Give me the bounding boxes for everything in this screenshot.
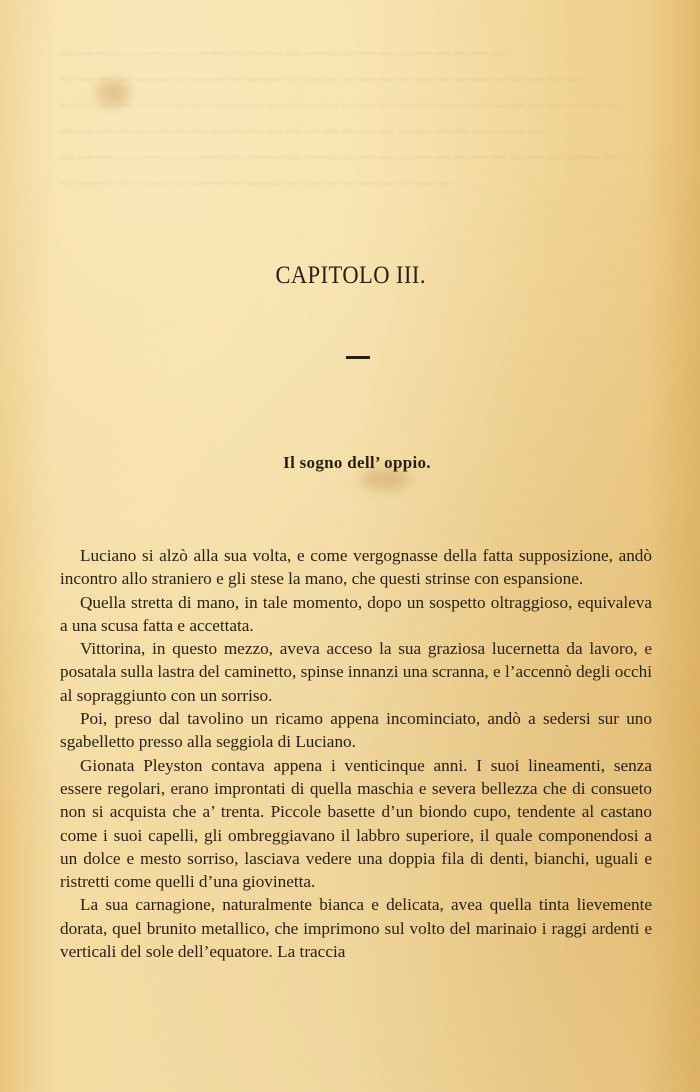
paragraph: Quella stretta di mano, in tale momento, dopo un sospetto oltraggioso, equivaleva a una scusa fatta e accettata. (60, 592, 652, 635)
show-through-text: — — — — — — — — — — — — — — — — — — — — — — — — — — — — — — — — — — — — — — — — — — — — — — — — — — — — — — — — — — — — — — — — — — — — — — — — — — — — — — — — — — — — — — — — — — — — — — — — — — — — — — — — — — — — — — — — — — — — — — — — — — — — — — — — — — — — — — — — — — — — — — — — — — — — — — — — — — — — — — — (60, 45, 619, 191)
title-rule (346, 356, 370, 359)
paragraph: Poi, preso dal tavolino un ricamo appena incominciato, andò a sedersi sur uno sgabelletto presso alla seggiola di Luciano. (60, 709, 652, 752)
paragraph: Gionata Pleyston contava appena i venticinque anni. I suoi lineamenti, senza essere regolari, erano improntati di quella maschia e severa bellezza che di consueto non si acquista che a’ trenta. Piccole basette d’un biondo cupo, tendente al castano come i suoi capelli, gli ombreggiavano il labbro superiore, il quale componendosi a un dolce e mesto sorriso, lasciava vedere una doppia fila di denti, bianchi, uguali e ristretti come quelli d’una giovinetta. (60, 755, 652, 892)
paragraph: La sua carnagione, naturalmente bianca e delicata, avea quella tinta lievemente dorata, quel brunito metallico, che imprimono sul volto del marinaio i raggi ardenti e verticali del sole dell’equatore. La traccia (60, 895, 652, 962)
chapter-title: CAPITOLO III. (275, 262, 426, 289)
section-title: Il sogno dell’ oppio. (283, 453, 431, 472)
paragraph: Vittorina, in questo mezzo, aveva acceso la sua graziosa lucernetta da lavoro, e posatala sulla lastra del caminetto, spinse innanzi una scranna, e l’accennò degli occhi al sopraggiunto con un sorriso. (60, 639, 652, 705)
paragraph: Luciano si alzò alla sua volta, e come vergognasse della fatta supposizione, andò incontro allo straniero e gli stese la mano, che questi strinse con espansione. (60, 546, 652, 589)
body-text (60, 544, 652, 963)
